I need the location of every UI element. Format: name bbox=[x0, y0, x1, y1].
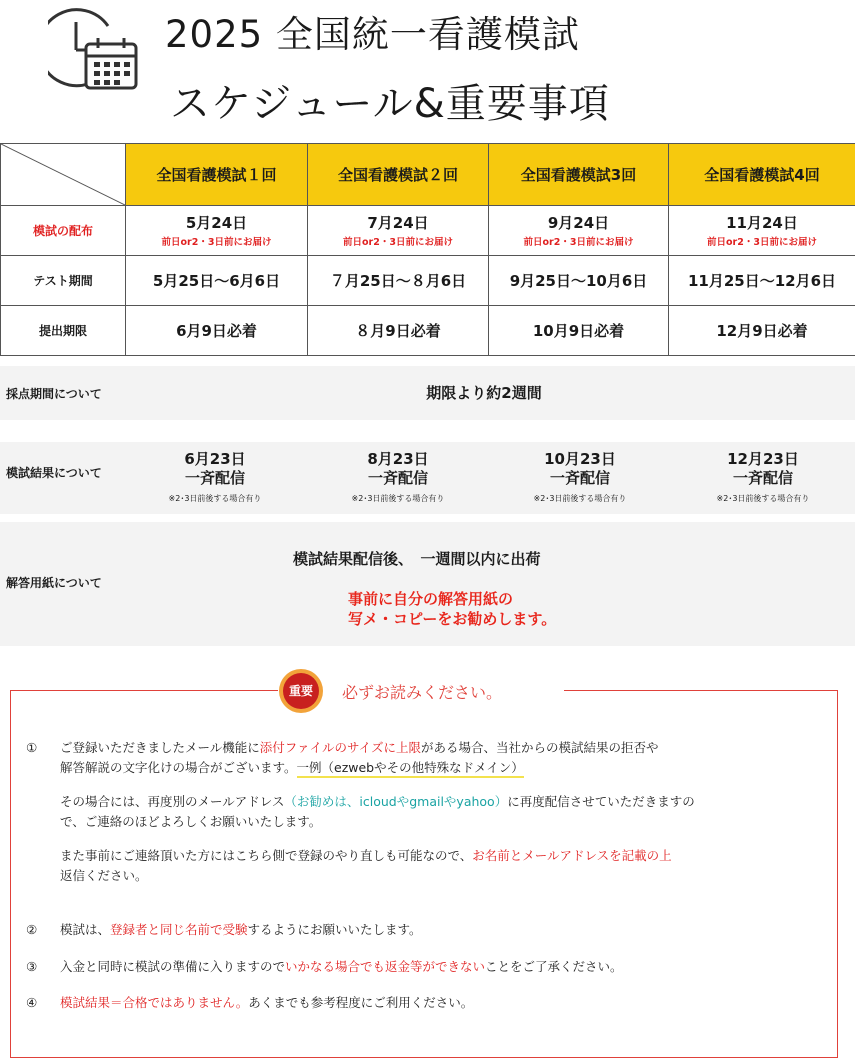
item-text bbox=[60, 738, 820, 886]
table-cell: 6月9日必着 bbox=[126, 306, 308, 356]
text-span: 入金と同時に模試の準備に入りますので bbox=[60, 959, 286, 974]
item-text bbox=[60, 920, 820, 940]
table-cell bbox=[489, 206, 669, 256]
item-number: ③ bbox=[26, 959, 38, 974]
answer-sheet-label: 解答用紙について bbox=[6, 576, 102, 590]
results-section bbox=[0, 442, 855, 514]
page-subtitle: スケジュール&重要事項 bbox=[170, 81, 610, 127]
table-cell bbox=[669, 206, 855, 256]
results-label: 模試結果について bbox=[6, 466, 102, 480]
result-note: ※2･3日前後する場合有り bbox=[716, 494, 810, 503]
distribution-note: 前日or2・3日前にお届け bbox=[161, 236, 272, 248]
table-cell: ７月25日～８月6日 bbox=[308, 256, 489, 306]
table-row-deadline bbox=[1, 306, 855, 356]
page-title: 2025 全国統一看護模試 bbox=[165, 13, 580, 56]
highlight-text: 登録者と同じ名前で受験 bbox=[110, 922, 248, 937]
item-number: ④ bbox=[26, 995, 38, 1010]
highlight-text: お名前とメールアドレスを記載の上 bbox=[472, 848, 672, 863]
table-cell: 12月9日必着 bbox=[669, 306, 855, 356]
highlight-text: （お勧めは、icloudやgmailやyahoo） bbox=[284, 794, 508, 809]
highlight-text: 添付ファイルのサイズに上限 bbox=[259, 740, 422, 755]
column-header: 全国看護模試4回 bbox=[669, 144, 855, 206]
result-text: 一斉配信 bbox=[367, 469, 428, 487]
result-note: ※2･3日前後する場合有り bbox=[533, 494, 627, 503]
badge-label: 重要 bbox=[288, 684, 313, 698]
result-item bbox=[308, 450, 488, 504]
warning-line: 写メ・コピーをお勧めします。 bbox=[348, 610, 557, 628]
distribution-date: 7月24日 bbox=[367, 213, 429, 232]
answer-sheet-warning bbox=[348, 589, 556, 629]
table-cell: 10月9日必着 bbox=[489, 306, 669, 356]
grading-value: 期限より約2週間 bbox=[426, 384, 542, 402]
text-span: あくまでも参考程度にご利用ください。 bbox=[248, 995, 474, 1010]
text-span: で、ご連絡のほどよろしくお願いいたします。 bbox=[60, 814, 322, 829]
warning-line: 事前に自分の解答用紙の bbox=[348, 590, 514, 608]
calendar-clock-icon bbox=[48, 8, 140, 92]
result-date: 10月23日 bbox=[544, 450, 616, 468]
result-item bbox=[125, 450, 305, 504]
table-cell: 11月25日～12月6日 bbox=[669, 256, 855, 306]
answer-sheet-section bbox=[0, 522, 855, 646]
result-note: ※2･3日前後する場合有り bbox=[168, 494, 262, 503]
text-span: 返信ください。 bbox=[60, 868, 148, 883]
table-cell bbox=[126, 206, 308, 256]
text-span: するようにお願いいたします。 bbox=[247, 922, 422, 937]
schedule-table bbox=[0, 143, 855, 356]
answer-sheet-shipping: 模試結果配信後、 一週間以内に出荷 bbox=[293, 550, 541, 568]
grading-section bbox=[0, 366, 855, 420]
page-header bbox=[0, 0, 855, 140]
distribution-date: 11月24日 bbox=[726, 213, 798, 232]
text-span: ことをご了承ください。 bbox=[485, 959, 623, 974]
distribution-date: 9月24日 bbox=[547, 213, 610, 232]
text-span: 模試は、 bbox=[60, 922, 111, 937]
result-item bbox=[673, 450, 853, 504]
column-header: 全国看護模試3回 bbox=[489, 144, 669, 206]
table-corner-cell bbox=[1, 144, 126, 206]
result-date: 6月23日 bbox=[184, 450, 246, 468]
table-cell: ８月9日必着 bbox=[308, 306, 489, 356]
table-cell bbox=[308, 206, 489, 256]
text-span: その場合には、再度別のメールアドレス bbox=[60, 794, 285, 809]
underlined-text: 一例（ezwebやその他特殊なドメイン） bbox=[297, 760, 524, 778]
table-cell: 5月25日～6月6日 bbox=[126, 256, 308, 306]
highlight-text: 模試結果＝合格ではありません。 bbox=[60, 995, 249, 1010]
row-label: テスト期間 bbox=[1, 256, 126, 306]
distribution-date: 5月24日 bbox=[185, 213, 248, 232]
table-cell: 9月25日～10月6日 bbox=[489, 256, 669, 306]
distribution-note: 前日or2・3日前にお届け bbox=[523, 236, 634, 248]
row-label: 模試の配布 bbox=[1, 206, 126, 256]
column-header: 全国看護模試２回 bbox=[308, 144, 489, 206]
table-row-test-period bbox=[1, 256, 855, 306]
text-span: ご登録いただきましたメール機能に bbox=[60, 740, 260, 755]
row-label: 提出期限 bbox=[1, 306, 126, 356]
table-header-row bbox=[1, 144, 855, 206]
text-span: がある場合、当社からの模試結果の拒否や bbox=[421, 740, 659, 755]
important-badge bbox=[278, 668, 324, 714]
result-text: 一斉配信 bbox=[732, 469, 793, 487]
text-span: また事前にご連絡頂いた方にはこちら側で登録のやり直しも可能なので、 bbox=[60, 848, 473, 863]
important-header bbox=[278, 668, 564, 714]
important-title: 必ずお読みください。 bbox=[342, 682, 503, 702]
result-item bbox=[490, 450, 670, 504]
item-number: ① bbox=[26, 740, 38, 755]
table-row-distribution bbox=[1, 206, 855, 256]
item-text bbox=[60, 993, 820, 1013]
highlight-text: いかなる場合でも返金等ができない bbox=[285, 959, 486, 974]
result-text: 一斉配信 bbox=[549, 469, 610, 487]
distribution-note: 前日or2・3日前にお届け bbox=[707, 236, 817, 248]
result-note: ※2･3日前後する場合有り bbox=[351, 494, 445, 503]
text-span: に再度配信させていただきますの bbox=[507, 794, 695, 809]
result-text: 一斉配信 bbox=[184, 469, 245, 487]
column-header: 全国看護模試１回 bbox=[126, 144, 308, 206]
grading-label: 採点期間について bbox=[6, 387, 102, 401]
item-number: ② bbox=[26, 922, 38, 937]
distribution-note: 前日or2・3日前にお届け bbox=[343, 236, 453, 248]
result-date: 8月23日 bbox=[367, 450, 429, 468]
item-text bbox=[60, 957, 820, 977]
result-date: 12月23日 bbox=[727, 450, 799, 468]
text-span: 解答解説の文字化けの場合がございます。 bbox=[60, 760, 297, 775]
